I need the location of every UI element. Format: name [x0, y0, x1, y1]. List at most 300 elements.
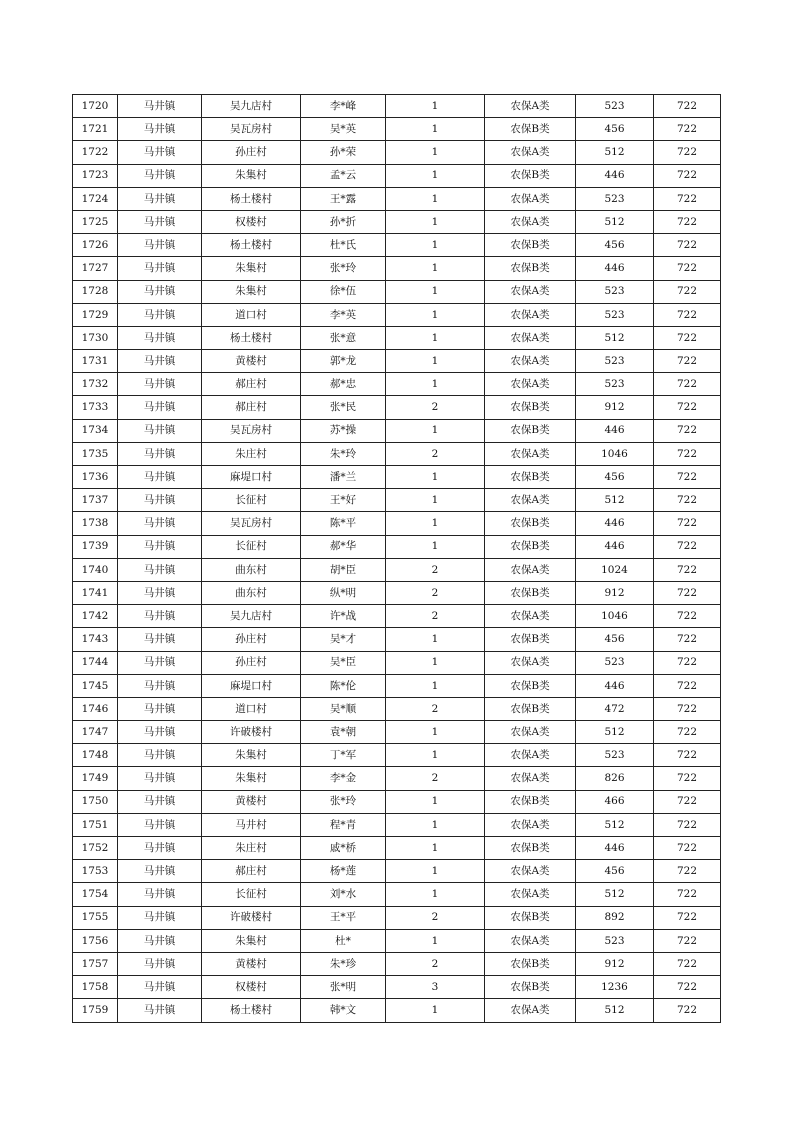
village-cell: 郝庄村 [202, 396, 301, 419]
standard-cell: 722 [654, 466, 721, 489]
table-row [73, 581, 721, 604]
standard-cell: 722 [654, 350, 721, 373]
standard-cell: 722 [654, 535, 721, 558]
name-cell: 刘*水 [301, 883, 386, 906]
amount-cell: 523 [576, 350, 654, 373]
household-count-cell: 1 [386, 883, 485, 906]
category-cell: 农保A类 [485, 721, 576, 744]
household-count-cell: 1 [386, 164, 485, 187]
village-cell: 曲东村 [202, 558, 301, 581]
table-row [73, 628, 721, 651]
town-cell: 马井镇 [118, 280, 202, 303]
category-cell: 农保A类 [485, 999, 576, 1022]
amount-cell: 446 [576, 257, 654, 280]
amount-cell: 512 [576, 326, 654, 349]
amount-cell: 523 [576, 373, 654, 396]
town-cell: 马井镇 [118, 118, 202, 141]
household-count-cell: 1 [386, 790, 485, 813]
serial-cell: 1743 [73, 628, 118, 651]
standard-cell: 722 [654, 651, 721, 674]
serial-cell: 1727 [73, 257, 118, 280]
household-count-cell: 2 [386, 581, 485, 604]
table-row [73, 952, 721, 975]
village-cell: 许破楼村 [202, 906, 301, 929]
table-row [73, 512, 721, 535]
household-count-cell: 1 [386, 651, 485, 674]
standard-cell: 722 [654, 373, 721, 396]
table-row [73, 535, 721, 558]
serial-cell: 1751 [73, 813, 118, 836]
amount-cell: 512 [576, 813, 654, 836]
amount-cell: 523 [576, 95, 654, 118]
category-cell: 农保B类 [485, 466, 576, 489]
amount-cell: 1236 [576, 976, 654, 999]
standard-cell: 722 [654, 744, 721, 767]
standard-cell: 722 [654, 280, 721, 303]
household-count-cell: 1 [386, 419, 485, 442]
name-cell: 张*意 [301, 326, 386, 349]
table-row [73, 999, 721, 1022]
amount-cell: 456 [576, 466, 654, 489]
standard-cell: 722 [654, 419, 721, 442]
amount-cell: 512 [576, 210, 654, 233]
serial-cell: 1753 [73, 860, 118, 883]
standard-cell: 722 [654, 883, 721, 906]
amount-cell: 512 [576, 141, 654, 164]
table-row [73, 466, 721, 489]
table-row [73, 674, 721, 697]
town-cell: 马井镇 [118, 187, 202, 210]
village-cell: 孙庄村 [202, 141, 301, 164]
table-row [73, 558, 721, 581]
village-cell: 吴九店村 [202, 95, 301, 118]
village-cell: 长征村 [202, 489, 301, 512]
standard-cell: 722 [654, 396, 721, 419]
name-cell: 潘*兰 [301, 466, 386, 489]
amount-cell: 1046 [576, 442, 654, 465]
household-count-cell: 1 [386, 326, 485, 349]
amount-cell: 826 [576, 767, 654, 790]
name-cell: 李*金 [301, 767, 386, 790]
household-count-cell: 2 [386, 558, 485, 581]
serial-cell: 1745 [73, 674, 118, 697]
serial-cell: 1735 [73, 442, 118, 465]
table-row [73, 419, 721, 442]
serial-cell: 1759 [73, 999, 118, 1022]
town-cell: 马井镇 [118, 373, 202, 396]
name-cell: 吴*才 [301, 628, 386, 651]
table-row [73, 837, 721, 860]
household-count-cell: 2 [386, 767, 485, 790]
town-cell: 马井镇 [118, 164, 202, 187]
household-count-cell: 1 [386, 999, 485, 1022]
table-row [73, 813, 721, 836]
village-cell: 权楼村 [202, 976, 301, 999]
household-count-cell: 1 [386, 466, 485, 489]
category-cell: 农保B类 [485, 628, 576, 651]
table-row [73, 396, 721, 419]
village-cell: 吴瓦房村 [202, 419, 301, 442]
serial-cell: 1755 [73, 906, 118, 929]
category-cell: 农保A类 [485, 326, 576, 349]
serial-cell: 1729 [73, 303, 118, 326]
household-count-cell: 1 [386, 373, 485, 396]
name-cell: 吴*顺 [301, 697, 386, 720]
amount-cell: 912 [576, 581, 654, 604]
name-cell: 孟*云 [301, 164, 386, 187]
serial-cell: 1757 [73, 952, 118, 975]
category-cell: 农保A类 [485, 744, 576, 767]
table-row [73, 326, 721, 349]
town-cell: 马井镇 [118, 999, 202, 1022]
name-cell: 张*明 [301, 976, 386, 999]
name-cell: 郭*龙 [301, 350, 386, 373]
serial-cell: 1722 [73, 141, 118, 164]
table-row [73, 210, 721, 233]
town-cell: 马井镇 [118, 952, 202, 975]
serial-cell: 1747 [73, 721, 118, 744]
serial-cell: 1758 [73, 976, 118, 999]
village-cell: 朱庄村 [202, 837, 301, 860]
village-cell: 朱庄村 [202, 442, 301, 465]
household-count-cell: 1 [386, 535, 485, 558]
amount-cell: 523 [576, 651, 654, 674]
table-row [73, 257, 721, 280]
records-table-container [72, 94, 720, 1023]
town-cell: 马井镇 [118, 326, 202, 349]
standard-cell: 722 [654, 674, 721, 697]
town-cell: 马井镇 [118, 697, 202, 720]
village-cell: 麻堤口村 [202, 466, 301, 489]
town-cell: 马井镇 [118, 581, 202, 604]
town-cell: 马井镇 [118, 234, 202, 257]
town-cell: 马井镇 [118, 605, 202, 628]
household-count-cell: 1 [386, 303, 485, 326]
serial-cell: 1744 [73, 651, 118, 674]
village-cell: 吴瓦房村 [202, 118, 301, 141]
amount-cell: 1024 [576, 558, 654, 581]
category-cell: 农保A类 [485, 813, 576, 836]
standard-cell: 722 [654, 141, 721, 164]
name-cell: 孙*折 [301, 210, 386, 233]
village-cell: 道口村 [202, 697, 301, 720]
village-cell: 朱集村 [202, 744, 301, 767]
amount-cell: 892 [576, 906, 654, 929]
standard-cell: 722 [654, 767, 721, 790]
household-count-cell: 1 [386, 628, 485, 651]
serial-cell: 1737 [73, 489, 118, 512]
town-cell: 马井镇 [118, 813, 202, 836]
name-cell: 郝*华 [301, 535, 386, 558]
table-row [73, 906, 721, 929]
category-cell: 农保A类 [485, 95, 576, 118]
category-cell: 农保B类 [485, 419, 576, 442]
name-cell: 胡*臣 [301, 558, 386, 581]
town-cell: 马井镇 [118, 721, 202, 744]
records-table [72, 94, 721, 1023]
table-row [73, 303, 721, 326]
household-count-cell: 2 [386, 952, 485, 975]
amount-cell: 912 [576, 952, 654, 975]
household-count-cell: 1 [386, 744, 485, 767]
household-count-cell: 1 [386, 489, 485, 512]
serial-cell: 1748 [73, 744, 118, 767]
town-cell: 马井镇 [118, 442, 202, 465]
serial-cell: 1746 [73, 697, 118, 720]
category-cell: 农保B类 [485, 396, 576, 419]
amount-cell: 456 [576, 628, 654, 651]
category-cell: 农保A类 [485, 767, 576, 790]
household-count-cell: 1 [386, 860, 485, 883]
amount-cell: 512 [576, 883, 654, 906]
category-cell: 农保A类 [485, 303, 576, 326]
serial-cell: 1726 [73, 234, 118, 257]
amount-cell: 446 [576, 837, 654, 860]
household-count-cell: 2 [386, 697, 485, 720]
standard-cell: 722 [654, 697, 721, 720]
village-cell: 杨土楼村 [202, 326, 301, 349]
town-cell: 马井镇 [118, 628, 202, 651]
village-cell: 杨土楼村 [202, 999, 301, 1022]
household-count-cell: 1 [386, 721, 485, 744]
village-cell: 黄楼村 [202, 952, 301, 975]
name-cell: 孙*荣 [301, 141, 386, 164]
name-cell: 张*玲 [301, 790, 386, 813]
name-cell: 徐*伍 [301, 280, 386, 303]
serial-cell: 1732 [73, 373, 118, 396]
town-cell: 马井镇 [118, 419, 202, 442]
category-cell: 农保A类 [485, 605, 576, 628]
standard-cell: 722 [654, 442, 721, 465]
serial-cell: 1740 [73, 558, 118, 581]
amount-cell: 446 [576, 164, 654, 187]
serial-cell: 1720 [73, 95, 118, 118]
table-row [73, 280, 721, 303]
household-count-cell: 1 [386, 234, 485, 257]
category-cell: 农保A类 [485, 860, 576, 883]
name-cell: 袁*朝 [301, 721, 386, 744]
village-cell: 朱集村 [202, 164, 301, 187]
household-count-cell: 1 [386, 210, 485, 233]
table-row [73, 976, 721, 999]
village-cell: 杨土楼村 [202, 187, 301, 210]
name-cell: 王*好 [301, 489, 386, 512]
village-cell: 吴瓦房村 [202, 512, 301, 535]
category-cell: 农保B类 [485, 234, 576, 257]
name-cell: 张*玲 [301, 257, 386, 280]
household-count-cell: 1 [386, 929, 485, 952]
table-row [73, 442, 721, 465]
household-count-cell: 1 [386, 257, 485, 280]
standard-cell: 722 [654, 790, 721, 813]
standard-cell: 722 [654, 605, 721, 628]
household-count-cell: 1 [386, 350, 485, 373]
table-row [73, 187, 721, 210]
amount-cell: 512 [576, 489, 654, 512]
table-row [73, 95, 721, 118]
amount-cell: 446 [576, 535, 654, 558]
village-cell: 郝庄村 [202, 860, 301, 883]
table-row [73, 697, 721, 720]
town-cell: 马井镇 [118, 257, 202, 280]
household-count-cell: 2 [386, 605, 485, 628]
serial-cell: 1733 [73, 396, 118, 419]
category-cell: 农保B类 [485, 257, 576, 280]
amount-cell: 523 [576, 187, 654, 210]
standard-cell: 722 [654, 95, 721, 118]
amount-cell: 523 [576, 280, 654, 303]
category-cell: 农保B类 [485, 976, 576, 999]
town-cell: 马井镇 [118, 512, 202, 535]
village-cell: 孙庄村 [202, 628, 301, 651]
town-cell: 马井镇 [118, 837, 202, 860]
village-cell: 朱集村 [202, 257, 301, 280]
standard-cell: 722 [654, 303, 721, 326]
category-cell: 农保B类 [485, 837, 576, 860]
household-count-cell: 1 [386, 118, 485, 141]
amount-cell: 466 [576, 790, 654, 813]
amount-cell: 456 [576, 860, 654, 883]
village-cell: 朱集村 [202, 767, 301, 790]
serial-cell: 1750 [73, 790, 118, 813]
village-cell: 孙庄村 [202, 651, 301, 674]
category-cell: 农保B类 [485, 674, 576, 697]
town-cell: 马井镇 [118, 396, 202, 419]
category-cell: 农保A类 [485, 210, 576, 233]
name-cell: 丁*军 [301, 744, 386, 767]
amount-cell: 912 [576, 396, 654, 419]
village-cell: 长征村 [202, 883, 301, 906]
town-cell: 马井镇 [118, 790, 202, 813]
household-count-cell: 2 [386, 396, 485, 419]
serial-cell: 1723 [73, 164, 118, 187]
town-cell: 马井镇 [118, 210, 202, 233]
village-cell: 黄楼村 [202, 350, 301, 373]
category-cell: 农保B类 [485, 952, 576, 975]
town-cell: 马井镇 [118, 929, 202, 952]
standard-cell: 722 [654, 489, 721, 512]
standard-cell: 722 [654, 118, 721, 141]
household-count-cell: 1 [386, 837, 485, 860]
category-cell: 农保A类 [485, 883, 576, 906]
serial-cell: 1736 [73, 466, 118, 489]
amount-cell: 472 [576, 697, 654, 720]
table-row [73, 489, 721, 512]
category-cell: 农保A类 [485, 141, 576, 164]
category-cell: 农保A类 [485, 489, 576, 512]
amount-cell: 446 [576, 674, 654, 697]
table-row [73, 790, 721, 813]
table-row [73, 744, 721, 767]
category-cell: 农保A类 [485, 373, 576, 396]
category-cell: 农保A类 [485, 651, 576, 674]
name-cell: 吴*英 [301, 118, 386, 141]
name-cell: 李*英 [301, 303, 386, 326]
table-row [73, 767, 721, 790]
name-cell: 朱*玲 [301, 442, 386, 465]
standard-cell: 722 [654, 721, 721, 744]
table-row [73, 929, 721, 952]
name-cell: 朱*珍 [301, 952, 386, 975]
name-cell: 纵*明 [301, 581, 386, 604]
table-row [73, 860, 721, 883]
table-row [73, 118, 721, 141]
village-cell: 黄楼村 [202, 790, 301, 813]
category-cell: 农保B类 [485, 512, 576, 535]
name-cell: 王*平 [301, 906, 386, 929]
household-count-cell: 1 [386, 512, 485, 535]
category-cell: 农保B类 [485, 118, 576, 141]
name-cell: 陈*伦 [301, 674, 386, 697]
village-cell: 权楼村 [202, 210, 301, 233]
town-cell: 马井镇 [118, 651, 202, 674]
town-cell: 马井镇 [118, 860, 202, 883]
standard-cell: 722 [654, 837, 721, 860]
standard-cell: 722 [654, 952, 721, 975]
household-count-cell: 1 [386, 141, 485, 164]
name-cell: 韩*文 [301, 999, 386, 1022]
standard-cell: 722 [654, 164, 721, 187]
serial-cell: 1734 [73, 419, 118, 442]
serial-cell: 1752 [73, 837, 118, 860]
town-cell: 马井镇 [118, 303, 202, 326]
category-cell: 农保B类 [485, 164, 576, 187]
serial-cell: 1754 [73, 883, 118, 906]
household-count-cell: 3 [386, 976, 485, 999]
category-cell: 农保A类 [485, 187, 576, 210]
name-cell: 郝*忠 [301, 373, 386, 396]
serial-cell: 1742 [73, 605, 118, 628]
amount-cell: 1046 [576, 605, 654, 628]
standard-cell: 722 [654, 326, 721, 349]
household-count-cell: 2 [386, 906, 485, 929]
town-cell: 马井镇 [118, 466, 202, 489]
town-cell: 马井镇 [118, 906, 202, 929]
standard-cell: 722 [654, 999, 721, 1022]
village-cell: 吴九店村 [202, 605, 301, 628]
table-row [73, 651, 721, 674]
category-cell: 农保A类 [485, 350, 576, 373]
amount-cell: 523 [576, 303, 654, 326]
table-row [73, 373, 721, 396]
name-cell: 李*峰 [301, 95, 386, 118]
category-cell: 农保A类 [485, 280, 576, 303]
serial-cell: 1739 [73, 535, 118, 558]
table-row [73, 141, 721, 164]
amount-cell: 456 [576, 234, 654, 257]
town-cell: 马井镇 [118, 350, 202, 373]
town-cell: 马井镇 [118, 976, 202, 999]
serial-cell: 1731 [73, 350, 118, 373]
name-cell: 程*青 [301, 813, 386, 836]
household-count-cell: 1 [386, 674, 485, 697]
standard-cell: 722 [654, 257, 721, 280]
serial-cell: 1738 [73, 512, 118, 535]
name-cell: 许*战 [301, 605, 386, 628]
village-cell: 郝庄村 [202, 373, 301, 396]
household-count-cell: 1 [386, 280, 485, 303]
amount-cell: 512 [576, 721, 654, 744]
name-cell: 苏*操 [301, 419, 386, 442]
serial-cell: 1756 [73, 929, 118, 952]
name-cell: 戚*桥 [301, 837, 386, 860]
name-cell: 杜* [301, 929, 386, 952]
household-count-cell: 1 [386, 187, 485, 210]
category-cell: 农保B类 [485, 581, 576, 604]
standard-cell: 722 [654, 860, 721, 883]
standard-cell: 722 [654, 187, 721, 210]
standard-cell: 722 [654, 906, 721, 929]
